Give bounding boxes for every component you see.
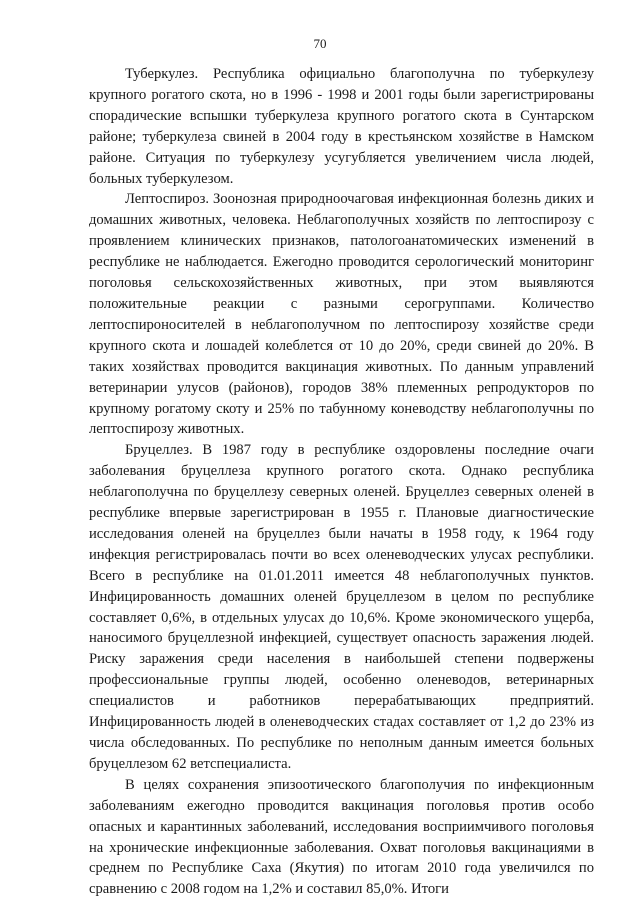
paragraph-brucellosis: Бруцеллез. В 1987 году в республике оздоровлены последние очаги заболевания бруцеллеза крупного рогатого скота. Однако республика неблагополучна по бруцеллезу северных оленей. Бруцеллез северных оленей в республике впервые зарегистрирован в 1955 г. Плановые диагностические исследования оленей на бруцеллез были начаты в 1958 году, к 1964 году инфекция регистрировалась почти во всех оленеводческих улусах республики. Всего в республике на 01.01.2011 имеется 48 неблагополучных пунктов. Инфицированность домашних оленей бруцеллезом в целом по республике составляет 0,6%, в отдельных улусах до 10,6%. Кроме экономического ущерба, наносимого бруцеллезной инфекцией, существует опасность заражения людей. Риску заражения среди населения в наибольшей степени подвержены профессиональные группы людей, особенно оленеводов, ветеринарных специалистов и работников перерабатывающих предприятий. Инфицированность людей в оленеводческих стадах составляет от 1,2 до 23% из числа обследованных. По республике по неполным данным имеется больных бруцеллезом 62 ветспециалиста. <box>89 442 594 772</box>
paragraph-tuberculosis: Туберкулез. Республика официально благополучна по туберкулезу крупного рогатого скота, но в 1996 - 1998 и 2001 годы были зарегистрированы спорадические вспышки туберкулеза крупного рогатого скота в Сунтарском районе; туберкулеза свиней в 2004 году в крестьянском хозяйстве в Намском районе. Ситуация по туберкулезу усугубляется увеличением числа людей, больных туберкулезом. <box>89 66 594 187</box>
document-body <box>89 64 594 900</box>
page-number: 70 <box>313 36 327 51</box>
paragraph-vaccination: В целях сохранения эпизоотического благополучия по инфекционным заболеваниям ежегодно проводится вакцинация поголовья против особо опасных и карантинных заболеваний, исследования восприимчивого поголовья на хронические инфекционные заболевания. Охват поголовья вакцинациями в среднем по Республике Саха (Якутия) по итогам 2010 года увеличился по сравнению с 2008 годом на 1,2% и составил 85,0%. Итоги <box>89 776 594 898</box>
paragraph-leptospirosis: Лептоспироз. Зоонозная природноочаговая инфекционная болезнь диких и домашних животных, человека. Неблагополучных хозяйств по лептоспирозу с проявлением клинических признаков, патологоанатомических изменений в республике не наблюдается. Ежегодно проводится серологический мониторинг поголовья сельскохозяйственных животных, при этом выявляются положительные реакции с разными серогруппами. Количество лептоспироносителей в неблагополучном по лептоспирозу хозяйстве среди крупного скота и лошадей колеблется от 10 до 20%, среди свиней до 20%. В таких хозяйствах проводится вакцинация животных. По данным управлений ветеринарии улусов (районов), городов 38% племенных репродукторов по крупному рогатому скоту и 25% по табунному коневодству неблагополучны по лептоспирозу животных. <box>89 191 594 438</box>
